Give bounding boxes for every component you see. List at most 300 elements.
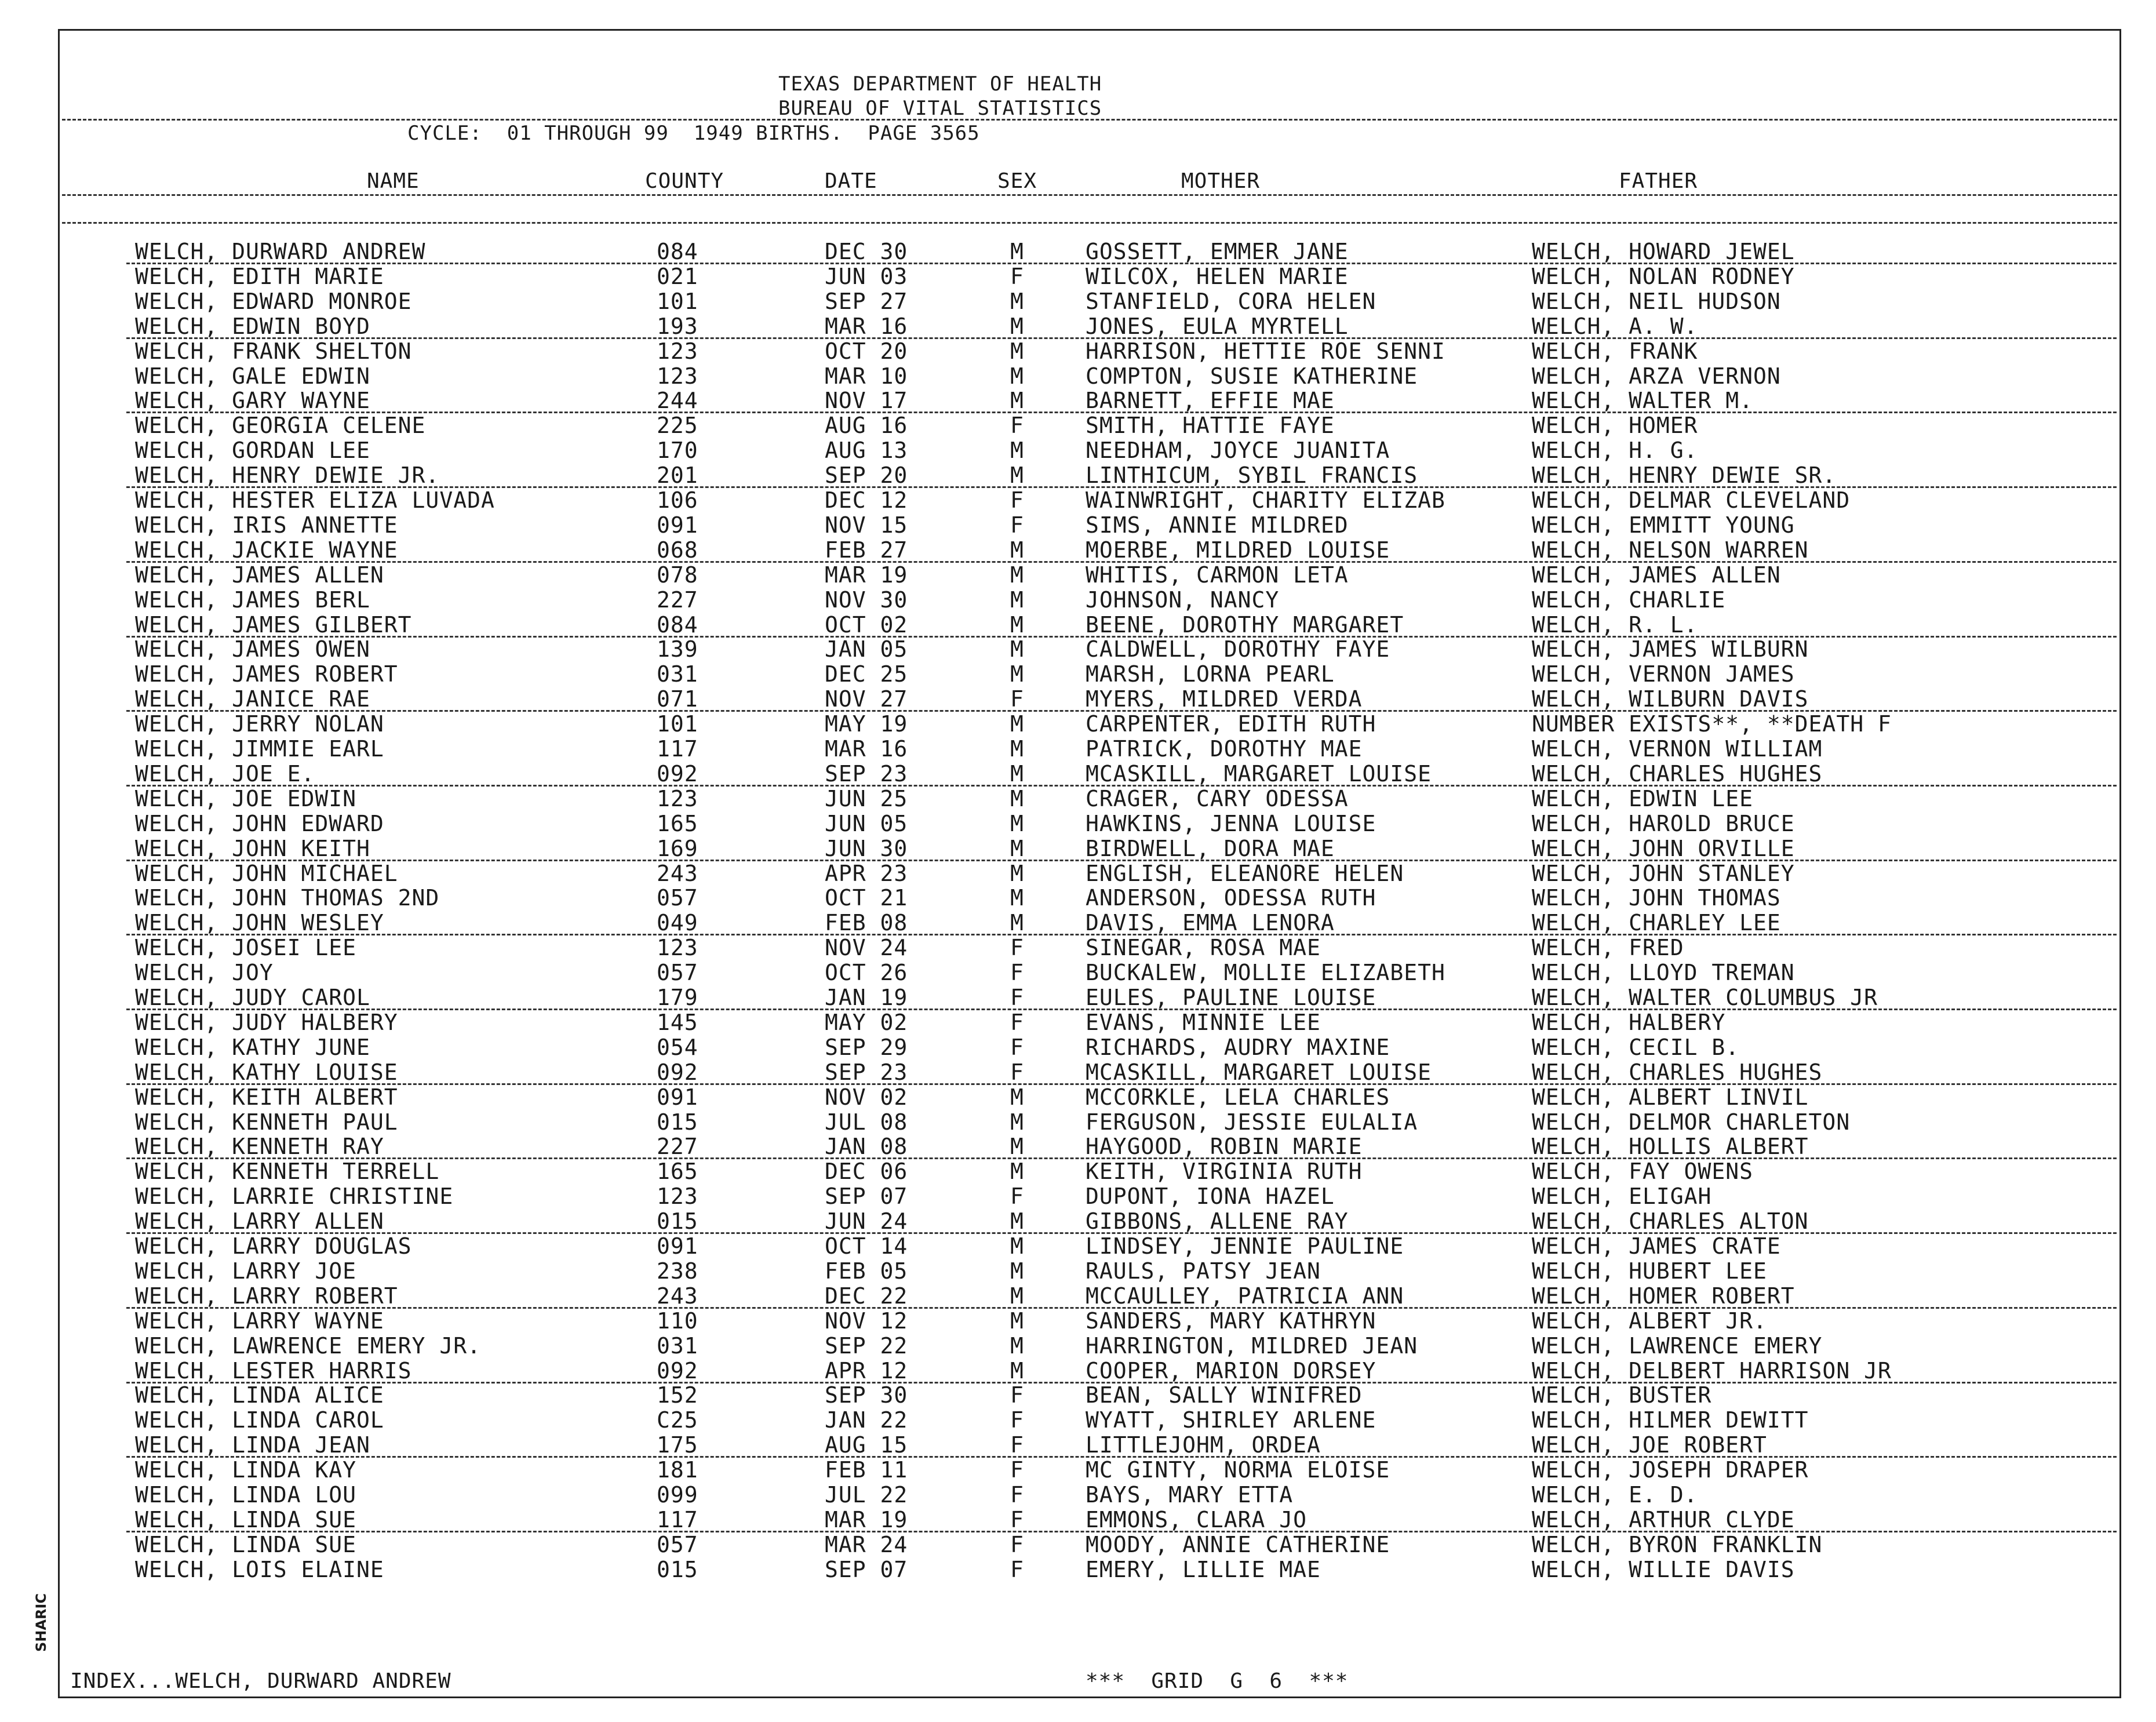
cell-name: WELCH, KEITH ALBERT (135, 1084, 398, 1110)
table-row (60, 1234, 2119, 1259)
table-row (60, 588, 2119, 613)
cell-county: 244 (657, 388, 698, 414)
table-row (60, 239, 2119, 264)
cell-sex: F (1010, 1009, 1024, 1035)
cell-name: WELCH, KATHY LOUISE (135, 1059, 398, 1085)
cell-mother: WYATT, SHIRLEY ARLENE (1086, 1407, 1376, 1433)
table-row (60, 289, 2119, 314)
cell-date: JUN 05 (825, 810, 908, 836)
cell-father: WELCH, WALTER COLUMBUS JR (1532, 985, 1878, 1010)
cell-date: OCT 21 (825, 885, 908, 911)
cell-name: WELCH, JOHN KEITH (135, 835, 370, 861)
cell-date: JAN 08 (825, 1134, 908, 1160)
cell-sex: M (1010, 1109, 1024, 1135)
cell-sex: F (1010, 1506, 1024, 1532)
table-row (60, 1110, 2119, 1135)
table-row (60, 613, 2119, 638)
cell-date: JUN 30 (825, 835, 908, 861)
cell-sex: M (1010, 910, 1024, 936)
cell-county: 123 (657, 785, 698, 811)
cell-name: WELCH, LOIS ELAINE (135, 1556, 384, 1582)
cell-date: SEP 23 (825, 1059, 908, 1085)
cell-county: 071 (657, 686, 698, 712)
cell-father: WELCH, CHARLES ALTON (1532, 1208, 1809, 1235)
cell-sex: M (1010, 835, 1024, 861)
table-row (60, 538, 2119, 563)
cell-mother: LINTHICUM, SYBIL FRANCIS (1086, 463, 1418, 489)
cell-mother: WHITIS, CARMON LETA (1086, 562, 1349, 588)
cell-father: WELCH, ALBERT JR. (1532, 1308, 1767, 1334)
cell-sex: M (1010, 736, 1024, 762)
cell-name: WELCH, LINDA ALICE (135, 1382, 384, 1408)
cell-mother: MCCAULLEY, PATRICIA ANN (1086, 1283, 1404, 1309)
cell-date: MAR 19 (825, 562, 908, 588)
cell-name: WELCH, KENNETH PAUL (135, 1109, 398, 1135)
cell-mother: BUCKALEW, MOLLIE ELIZABETH (1086, 960, 1445, 986)
cell-sex: F (1010, 413, 1024, 439)
cell-name: WELCH, JAMES ROBERT (135, 661, 398, 687)
table-row (60, 1035, 2119, 1060)
cell-father: WELCH, HALBERY (1532, 1009, 1726, 1035)
cell-name: WELCH, FRANK SHELTON (135, 338, 412, 364)
cell-date: SEP 20 (825, 463, 908, 489)
cell-mother: FERGUSON, JESSIE EULALIA (1086, 1109, 1418, 1135)
cell-name: WELCH, GALE EDWIN (135, 363, 370, 389)
cell-county: 243 (657, 860, 698, 886)
cell-sex: M (1010, 885, 1024, 911)
cell-county: 031 (657, 661, 698, 687)
cell-father: WELCH, DELMOR CHARLETON (1532, 1109, 1851, 1135)
cell-father: WELCH, CHARLIE (1532, 587, 1726, 613)
column-header-name: NAME (367, 169, 420, 193)
cell-mother: CALDWELL, DOROTHY FAYE (1086, 636, 1390, 662)
cell-father: WELCH, NOLAN RODNEY (1532, 263, 1795, 289)
cell-date: APR 12 (825, 1357, 908, 1384)
cell-date: NOV 02 (825, 1084, 908, 1110)
table-row (60, 861, 2119, 886)
cell-county: 181 (657, 1457, 698, 1483)
cell-father: WELCH, CECIL B. (1532, 1034, 1740, 1060)
cell-name: WELCH, JAMES BERL (135, 587, 370, 613)
cell-county: 106 (657, 487, 698, 513)
cell-sex: M (1010, 363, 1024, 389)
cell-sex: F (1010, 263, 1024, 289)
cell-sex: M (1010, 760, 1024, 787)
cell-mother: BEAN, SALLY WINIFRED (1086, 1382, 1363, 1408)
table-row (60, 1383, 2119, 1408)
cell-father: WELCH, CHARLES HUGHES (1532, 1059, 1823, 1085)
cell-date: AUG 16 (825, 413, 908, 439)
bureau-title: BUREAU OF VITAL STATISTICS (778, 97, 1102, 120)
cell-father: WELCH, JAMES ALLEN (1532, 562, 1781, 588)
cell-father: WELCH, H. G. (1532, 438, 1698, 464)
cell-father: WELCH, R. L. (1532, 611, 1698, 638)
cell-sex: M (1010, 537, 1024, 563)
table-row (60, 935, 2119, 960)
cell-mother: SINEGAR, ROSA MAE (1086, 935, 1321, 961)
index-footer: INDEX...WELCH, DURWARD ANDREW (70, 1669, 451, 1693)
cell-county: 092 (657, 1357, 698, 1384)
cell-father: WELCH, CHARLEY LEE (1532, 910, 1781, 936)
cell-county: 117 (657, 736, 698, 762)
cell-mother: STANFIELD, CORA HELEN (1086, 288, 1376, 314)
cell-name: WELCH, JACKIE WAYNE (135, 537, 398, 563)
cell-sex: M (1010, 1308, 1024, 1334)
cell-county: 068 (657, 537, 698, 563)
cell-father: WELCH, ARTHUR CLYDE (1532, 1506, 1795, 1532)
cell-county: 243 (657, 1283, 698, 1309)
cell-name: WELCH, KATHY JUNE (135, 1034, 370, 1060)
cell-county: 123 (657, 363, 698, 389)
cell-father: WELCH, HUBERT LEE (1532, 1258, 1767, 1284)
table-row (60, 960, 2119, 985)
cell-county: 201 (657, 463, 698, 489)
cell-mother: MOERBE, MILDRED LOUISE (1086, 537, 1390, 563)
cell-name: WELCH, LARRY WAYNE (135, 1308, 384, 1334)
cell-date: JUN 25 (825, 785, 908, 811)
cell-father: WELCH, JAMES CRATE (1532, 1233, 1781, 1259)
cell-date: NOV 15 (825, 512, 908, 538)
cell-county: 123 (657, 1184, 698, 1210)
cell-date: OCT 26 (825, 960, 908, 986)
cell-county: 169 (657, 835, 698, 861)
cell-sex: M (1010, 611, 1024, 638)
cell-mother: GIBBONS, ALLENE RAY (1086, 1208, 1349, 1235)
cell-mother: ANDERSON, ODESSA RUTH (1086, 885, 1376, 911)
column-header-sex: SEX (997, 169, 1037, 193)
table-row (60, 1085, 2119, 1110)
cell-mother: COOPER, MARION DORSEY (1086, 1357, 1376, 1384)
cell-county: C25 (657, 1407, 698, 1433)
cell-mother: WILCOX, HELEN MARIE (1086, 263, 1349, 289)
cell-name: WELCH, LINDA SUE (135, 1506, 357, 1532)
table-row (60, 1458, 2119, 1483)
cell-sex: M (1010, 313, 1024, 339)
cell-county: 238 (657, 1258, 698, 1284)
cell-name: WELCH, LINDA CAROL (135, 1407, 384, 1433)
cell-father: WELCH, JOE ROBERT (1532, 1432, 1767, 1458)
cell-name: WELCH, IRIS ANNETTE (135, 512, 398, 538)
cell-sex: M (1010, 463, 1024, 489)
cell-sex: M (1010, 288, 1024, 314)
cell-father: WELCH, HILMER DEWITT (1532, 1407, 1809, 1433)
cell-sex: M (1010, 587, 1024, 613)
cell-county: 084 (657, 611, 698, 638)
cell-father: WELCH, NEIL HUDSON (1532, 288, 1781, 314)
cell-mother: BAYS, MARY ETTA (1086, 1482, 1294, 1508)
cell-date: SEP 27 (825, 288, 908, 314)
table-row (60, 513, 2119, 538)
cell-county: 110 (657, 1308, 698, 1334)
cell-father: WELCH, JOHN ORVILLE (1532, 835, 1795, 861)
document-frame (58, 29, 2121, 1698)
cell-name: WELCH, JOE EDWIN (135, 785, 357, 811)
cell-sex: M (1010, 1159, 1024, 1185)
cell-mother: HAWKINS, JENNA LOUISE (1086, 810, 1376, 836)
cell-father: WELCH, WALTER M. (1532, 388, 1754, 414)
cell-date: MAY 02 (825, 1009, 908, 1035)
cell-father: WELCH, FRANK (1532, 338, 1698, 364)
cell-name: WELCH, DURWARD ANDREW (135, 239, 426, 264)
cell-county: 057 (657, 1531, 698, 1557)
cell-name: WELCH, GORDAN LEE (135, 438, 370, 464)
table-row (60, 1508, 2119, 1532)
cell-name: WELCH, JAMES GILBERT (135, 611, 412, 638)
cell-date: SEP 07 (825, 1184, 908, 1210)
cell-name: WELCH, LESTER HARRIS (135, 1357, 412, 1384)
cell-name: WELCH, EDWIN BOYD (135, 313, 370, 339)
cell-name: WELCH, JOE E. (135, 760, 315, 787)
table-row (60, 264, 2119, 289)
cell-father: WELCH, ELIGAH (1532, 1184, 1712, 1210)
cell-mother: KEITH, VIRGINIA RUTH (1086, 1159, 1363, 1185)
cell-sex: F (1010, 1034, 1024, 1060)
cell-date: NOV 17 (825, 388, 908, 414)
cell-name: WELCH, GARY WAYNE (135, 388, 370, 414)
cell-name: WELCH, JOSEI LEE (135, 935, 357, 961)
cell-date: FEB 05 (825, 1258, 908, 1284)
table-row (60, 1060, 2119, 1085)
cell-father: WELCH, BUSTER (1532, 1382, 1712, 1408)
cell-father: WELCH, HOLLIS ALBERT (1532, 1134, 1809, 1160)
table-row (60, 1334, 2119, 1359)
cell-mother: SANDERS, MARY KATHRYN (1086, 1308, 1376, 1334)
cell-date: DEC 30 (825, 239, 908, 264)
cell-name: WELCH, LINDA KAY (135, 1457, 357, 1483)
cell-mother: HAYGOOD, ROBIN MARIE (1086, 1134, 1363, 1160)
cell-name: WELCH, JUDY HALBERY (135, 1009, 398, 1035)
cell-mother: MCCORKLE, LELA CHARLES (1086, 1084, 1390, 1110)
cell-county: 175 (657, 1432, 698, 1458)
cell-date: JUN 24 (825, 1208, 908, 1235)
cell-mother: NEEDHAM, JOYCE JUANITA (1086, 438, 1390, 464)
table-row (60, 364, 2119, 389)
cell-father: WELCH, HAROLD BRUCE (1532, 810, 1795, 836)
cell-mother: MOODY, ANNIE CATHERINE (1086, 1531, 1390, 1557)
table-row (60, 463, 2119, 488)
cell-sex: F (1010, 686, 1024, 712)
cell-sex: M (1010, 1134, 1024, 1160)
cell-county: 054 (657, 1034, 698, 1060)
cell-county: 193 (657, 313, 698, 339)
cell-county: 152 (657, 1382, 698, 1408)
table-row (60, 1284, 2119, 1309)
cell-date: MAR 24 (825, 1531, 908, 1557)
table-row (60, 911, 2119, 935)
cell-date: SEP 30 (825, 1382, 908, 1408)
cell-name: WELCH, JOHN MICHAEL (135, 860, 398, 886)
cell-date: JAN 22 (825, 1407, 908, 1433)
cell-father: WELCH, EMMITT YOUNG (1532, 512, 1795, 538)
table-row (60, 488, 2119, 513)
cell-name: WELCH, JOY (135, 960, 274, 986)
cell-name: WELCH, LARRIE CHRISTINE (135, 1184, 454, 1210)
table-row (60, 687, 2119, 712)
cell-date: FEB 27 (825, 537, 908, 563)
cell-sex: M (1010, 1357, 1024, 1384)
table-row (60, 438, 2119, 463)
cell-mother: CRAGER, CARY ODESSA (1086, 785, 1349, 811)
cell-county: 227 (657, 587, 698, 613)
cell-county: 015 (657, 1208, 698, 1235)
cell-mother: MARSH, LORNA PEARL (1086, 661, 1335, 687)
cell-date: MAR 16 (825, 736, 908, 762)
cell-date: MAR 19 (825, 1506, 908, 1532)
cell-mother: LINDSEY, JENNIE PAULINE (1086, 1233, 1404, 1259)
cell-county: 099 (657, 1482, 698, 1508)
cell-mother: BARNETT, EFFIE MAE (1086, 388, 1335, 414)
cell-sex: M (1010, 338, 1024, 364)
cell-mother: MCASKILL, MARGARET LOUISE (1086, 760, 1432, 787)
table-row (60, 1259, 2119, 1284)
cell-county: 170 (657, 438, 698, 464)
cell-sex: F (1010, 1382, 1024, 1408)
cell-mother: BEENE, DOROTHY MARGARET (1086, 611, 1404, 638)
table-row (60, 1184, 2119, 1209)
cell-county: 139 (657, 636, 698, 662)
cell-name: WELCH, LINDA SUE (135, 1531, 357, 1557)
cell-mother: MYERS, MILDRED VERDA (1086, 686, 1363, 712)
cell-name: WELCH, LINDA JEAN (135, 1432, 370, 1458)
cell-date: DEC 12 (825, 487, 908, 513)
cell-name: WELCH, LARRY JOE (135, 1258, 357, 1284)
cell-father: WELCH, ALBERT LINVIL (1532, 1084, 1809, 1110)
cell-date: DEC 25 (825, 661, 908, 687)
table-row (60, 1134, 2119, 1159)
cell-father: WELCH, WILBURN DAVIS (1532, 686, 1809, 712)
cell-name: WELCH, LARRY ALLEN (135, 1208, 384, 1235)
table-row (60, 1408, 2119, 1433)
table-row (60, 1532, 2119, 1557)
cell-date: SEP 23 (825, 760, 908, 787)
cell-sex: F (1010, 1059, 1024, 1085)
header-rule (62, 119, 2117, 121)
cell-date: FEB 08 (825, 910, 908, 936)
cell-father: WELCH, EDWIN LEE (1532, 785, 1754, 811)
cell-sex: M (1010, 860, 1024, 886)
cell-mother: DUPONT, IONA HAZEL (1086, 1184, 1335, 1210)
cell-mother: MC GINTY, NORMA ELOISE (1086, 1457, 1390, 1483)
cell-father: WELCH, LLOYD TREMAN (1532, 960, 1795, 986)
cell-name: WELCH, HENRY DEWIE JR. (135, 463, 440, 489)
cell-county: 015 (657, 1556, 698, 1582)
column-header-mother: MOTHER (1181, 169, 1261, 193)
cell-name: WELCH, HESTER ELIZA LUVADA (135, 487, 495, 513)
cell-father: WELCH, CHARLES HUGHES (1532, 760, 1823, 787)
cell-father: WELCH, HENRY DEWIE SR. (1532, 463, 1837, 489)
cell-father: WELCH, VERNON JAMES (1532, 661, 1795, 687)
table-row (60, 985, 2119, 1010)
grid-footer: *** GRID G 6 *** (1086, 1669, 1349, 1693)
cell-name: WELCH, EDWARD MONROE (135, 288, 412, 314)
cell-sex: F (1010, 1531, 1024, 1557)
cell-date: MAY 19 (825, 711, 908, 737)
cell-name: WELCH, JOHN THOMAS 2ND (135, 885, 440, 911)
cell-date: SEP 22 (825, 1333, 908, 1359)
cell-date: AUG 13 (825, 438, 908, 464)
cell-sex: M (1010, 1233, 1024, 1259)
cell-sex: F (1010, 1432, 1024, 1458)
cell-father: WELCH, HOMER ROBERT (1532, 1283, 1795, 1309)
table-row (60, 388, 2119, 413)
table-row (60, 787, 2119, 811)
cell-mother: SMITH, HATTIE FAYE (1086, 413, 1335, 439)
cell-mother: HARRISON, HETTIE ROE SENNI (1086, 338, 1445, 364)
cycle-line: CYCLE: 01 THROUGH 99 1949 BIRTHS. PAGE 3565 (407, 122, 980, 145)
cell-county: 057 (657, 960, 698, 986)
cell-name: WELCH, JERRY NOLAN (135, 711, 384, 737)
cell-father: WELCH, NELSON WARREN (1532, 537, 1809, 563)
table-row (60, 836, 2119, 861)
cell-county: 179 (657, 985, 698, 1010)
cell-date: JUL 22 (825, 1482, 908, 1508)
table-row (60, 314, 2119, 339)
table-row (60, 563, 2119, 588)
cell-sex: M (1010, 239, 1024, 264)
cell-name: WELCH, LARRY ROBERT (135, 1283, 398, 1309)
cell-mother: BIRDWELL, DORA MAE (1086, 835, 1335, 861)
table-row (60, 1010, 2119, 1035)
cell-sex: M (1010, 438, 1024, 464)
cell-county: 091 (657, 512, 698, 538)
cell-mother: WAINWRIGHT, CHARITY ELIZAB (1086, 487, 1445, 513)
cell-date: MAR 16 (825, 313, 908, 339)
cell-county: 165 (657, 1159, 698, 1185)
column-header-rule (62, 194, 2117, 196)
cell-name: WELCH, EDITH MARIE (135, 263, 384, 289)
table-row (60, 339, 2119, 364)
cell-father: WELCH, FRED (1532, 935, 1684, 961)
cell-mother: LITTLEJOHM, ORDEA (1086, 1432, 1321, 1458)
cell-date: NOV 27 (825, 686, 908, 712)
cell-date: JUN 03 (825, 263, 908, 289)
column-header-rule-lower (62, 222, 2117, 224)
table-row (60, 1359, 2119, 1384)
cell-sex: M (1010, 1208, 1024, 1235)
table-row (60, 1309, 2119, 1334)
cell-mother: JONES, EULA MYRTELL (1086, 313, 1349, 339)
cell-name: WELCH, JIMMIE EARL (135, 736, 384, 762)
cell-mother: ENGLISH, ELEANORE HELEN (1086, 860, 1404, 886)
cell-sex: F (1010, 512, 1024, 538)
cell-county: 092 (657, 1059, 698, 1085)
cell-date: DEC 06 (825, 1159, 908, 1185)
cell-sex: F (1010, 487, 1024, 513)
cell-county: 015 (657, 1109, 698, 1135)
cell-father: WELCH, HOMER (1532, 413, 1698, 439)
cell-sex: M (1010, 388, 1024, 414)
cell-sex: F (1010, 1556, 1024, 1582)
cell-county: 101 (657, 711, 698, 737)
cell-name: WELCH, JOHN EDWARD (135, 810, 384, 836)
table-row (60, 1209, 2119, 1234)
cell-name: WELCH, LAWRENCE EMERY JR. (135, 1333, 481, 1359)
cell-name: WELCH, JUDY CAROL (135, 985, 370, 1010)
cell-date: JAN 05 (825, 636, 908, 662)
cell-sex: M (1010, 711, 1024, 737)
cell-mother: DAVIS, EMMA LENORA (1086, 910, 1335, 936)
cell-mother: CARPENTER, EDITH RUTH (1086, 711, 1376, 737)
cell-name: WELCH, LINDA LOU (135, 1482, 357, 1508)
table-row (60, 886, 2119, 911)
cell-date: NOV 24 (825, 935, 908, 961)
cell-mother: JOHNSON, NANCY (1086, 587, 1280, 613)
cell-county: 091 (657, 1084, 698, 1110)
cell-mother: COMPTON, SUSIE KATHERINE (1086, 363, 1418, 389)
table-row (60, 637, 2119, 662)
cell-county: 078 (657, 562, 698, 588)
cell-father: NUMBER EXISTS**, **DEATH F (1532, 711, 1892, 737)
